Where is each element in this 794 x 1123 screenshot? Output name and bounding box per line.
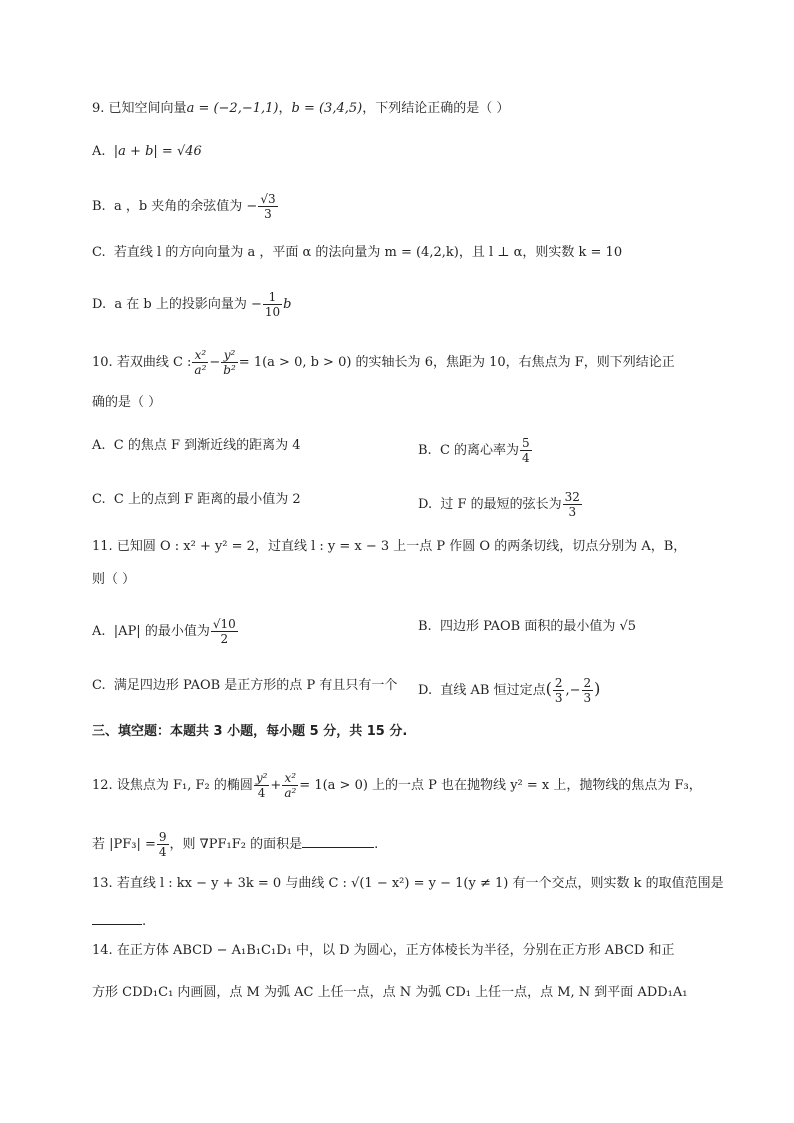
answer-blank xyxy=(302,833,374,848)
q12-stem-cont: 若 |PF₃| = $\frac{9}{4}$ ，则 ∇PF₁F₂ 的面积是 . xyxy=(92,830,379,859)
q10-stem: 10. 若双曲线 C : $\frac{\text{x²}}{\text{a²}}$ − $\frac{\text{y²}}{\text{b²}}$ = 1(a > 0, b > 0) 的实轴长为 6，焦距为 10，右焦点为 F，则下列结论正 xyxy=(92,348,675,377)
answer-blank xyxy=(92,910,142,925)
q11-stem: 11. 已知圆 O : x² + y² = 2，过直线 l : y = x − 3 上一点 P 作圆 O 的两条切线，切点分别为 A，B， xyxy=(92,539,687,554)
q10-option-c: C. C 上的点到 F 距离的最小值为 2 xyxy=(92,492,301,507)
q11-option-b: B. 四边形 PAOB 面积的最小值为 √5 xyxy=(418,619,637,634)
q11-option-c: C. 满足四边形 PAOB 是正方形的点 P 有且只有一个 xyxy=(92,678,398,693)
q9-option-b: B. a ，b 夹角的余弦值为 − $\frac{√3}{3}$ xyxy=(92,192,276,221)
q13-stem-cont: . xyxy=(92,910,146,932)
q10-option-b: B. C 的离心率为 $\frac{5}{4}$ xyxy=(418,436,530,465)
q12-stem: 12. 设焦点为 F₁, F₂ 的椭圆 $\frac{\text{y²}}{4}$ + $\frac{\text{x²}}{\text{a²}}$ = 1(a > 0) 上的一点 P 也在抛物线 y² = x 上，抛物线的焦点为 F₃， xyxy=(92,771,702,800)
q11-option-a: A. |AP| 的最小值为 $\frac{√10}{2}$ xyxy=(92,617,236,646)
section-heading: 三、填空题：本题共 3 小题，每小题 5 分，共 15 分. xyxy=(92,724,408,739)
q9-option-a: A. |a + b| = √46 xyxy=(92,144,202,159)
q10-stem-cont: 确的是（ ） xyxy=(92,395,162,410)
q9-stem: 9. 已知空间向量a = (−2,−1,1)，b = (3,4,5)，下列结论正确的是（ ） xyxy=(92,101,510,116)
q9-option-d: D. a 在 b 上的投影向量为 − $\frac{1}{10}$ b xyxy=(92,290,292,319)
q11-stem-cont: 则（ ） xyxy=(92,572,136,587)
q10-option-a: A. C 的焦点 F 到渐近线的距离为 4 xyxy=(92,438,301,453)
q14-stem-cont: 方形 CDD₁C₁ 内画圆，点 M 为弧 AC 上任一点，点 N 为弧 CD₁ 上任一点，点 M, N 到平面 ADD₁A₁ xyxy=(92,985,688,1000)
q9-option-c: C. 若直线 l 的方向向量为 a ，平面 α 的法向量为 m = (4,2,k)，且 l ⊥ α，则实数 k = 10 xyxy=(92,245,623,260)
q13-stem: 13. 若直线 l : kx − y + 3k = 0 与曲线 C : √(1 − x²) = y − 1(y ≠ 1) 有一个交点，则实数 k 的取值范围是 xyxy=(92,876,724,891)
q10-option-d: D. 过 F 的最短的弦长为 $\frac{32}{3}$ xyxy=(418,490,580,519)
q11-option-d: D. 直线 AB 恒过定点( $\frac{2}{3}$ ,− $\frac{2}{3}$ ) xyxy=(418,676,601,705)
q14-stem: 14. 在正方体 ABCD − A₁B₁C₁D₁ 中，以 D 为圆心，正方体棱长为半径，分别在正方形 ABCD 和正 xyxy=(92,943,675,958)
